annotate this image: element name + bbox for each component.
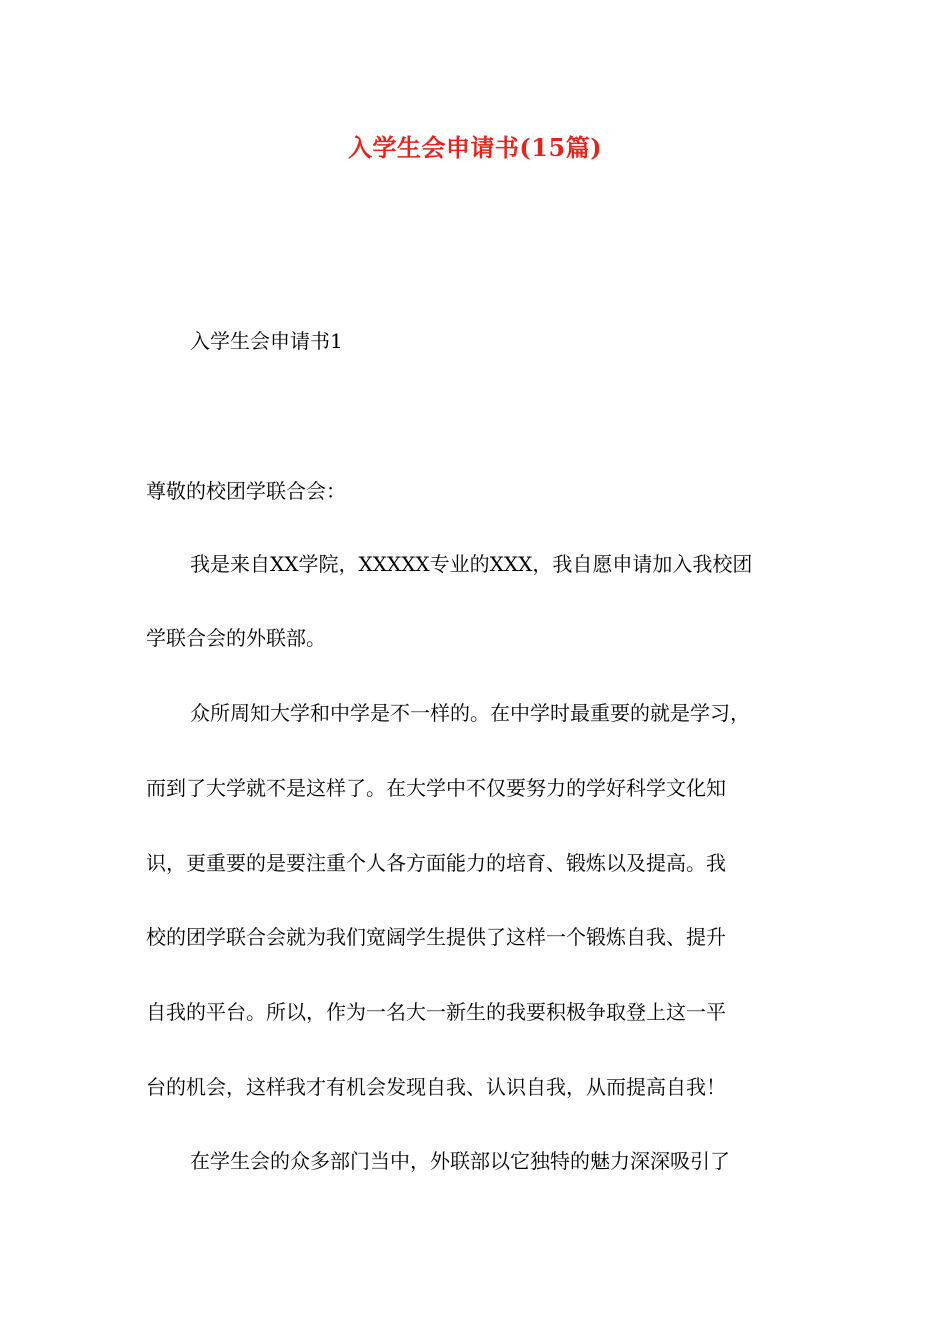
paragraph-line: 识，更重要的是要注重个人各方面能力的培育、锻炼以及提高。我 [146, 851, 726, 875]
paragraph-line: 而到了大学就不是这样了。在大学中不仅要努力的学好科学文化知 [146, 776, 726, 800]
paragraph-line: 学联合会的外联部。 [146, 626, 326, 650]
paragraph-line: 台的机会，这样我才有机会发现自我、认识自我，从而提高自我！ [146, 1075, 726, 1099]
paragraph-line: 众所周知大学和中学是不一样的。在中学时最重要的就是学习， [190, 701, 750, 725]
paragraph-line: 自我的平台。所以，作为一名大一新生的我要积极争取登上这一平 [146, 1000, 726, 1024]
paragraph-line: 校的团学联合会就为我们宽阔学生提供了这样一个锻炼自我、提升 [146, 925, 726, 949]
section-heading: 入学生会申请书1 [190, 329, 343, 353]
paragraph-line: 在学生会的众多部门当中，外联部以它独特的魅力深深吸引了 [190, 1149, 730, 1173]
paragraph-line: 我是来自XX学院，XXXXX专业的XXX，我自愿申请加入我校团 [190, 552, 753, 576]
salutation: 尊敬的校团学联合会： [146, 479, 346, 503]
document-title: 入学生会申请书(15篇) [347, 133, 603, 162]
